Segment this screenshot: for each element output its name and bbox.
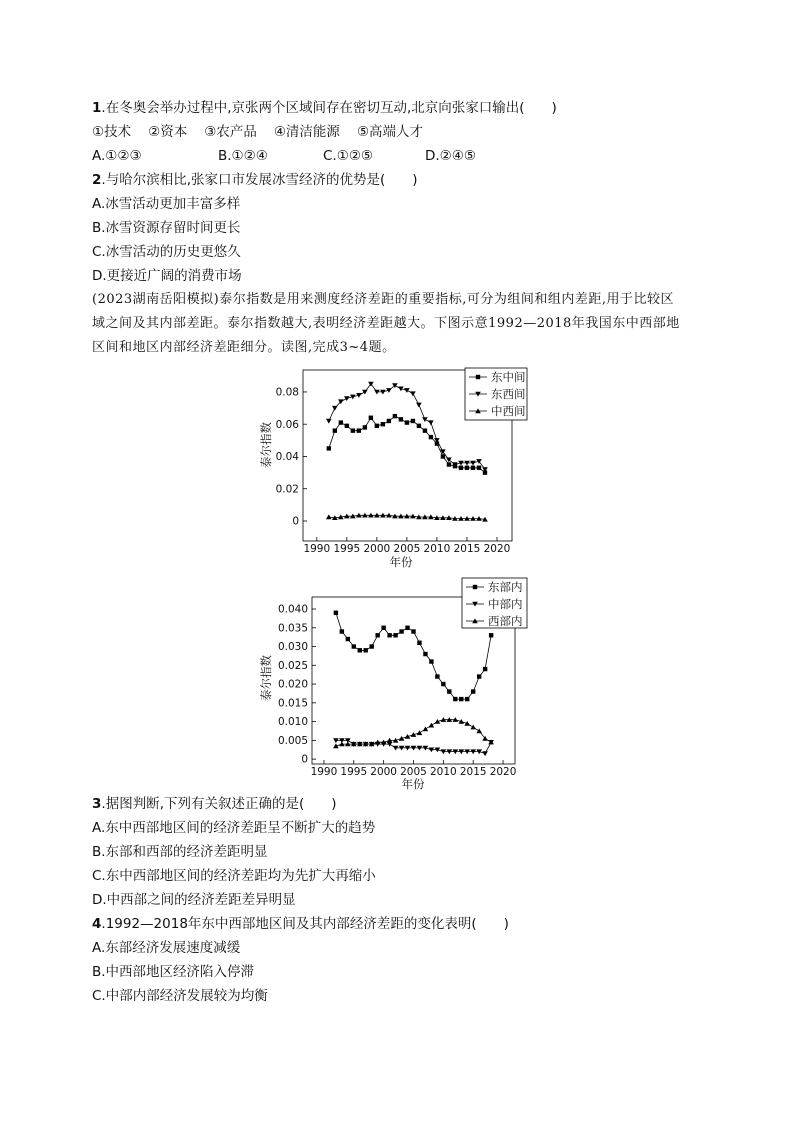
series-3-point [405,734,411,739]
option-d: D.②④⑤ [425,148,476,164]
x-tick-label: 2005 [400,766,427,778]
question-number: 3 [92,796,102,812]
series-1-point [465,697,469,701]
option-a: A.东部经济发展速度减缓 [92,940,241,956]
series-1-point [423,652,427,656]
x-tick-label: 2010 [429,766,457,778]
option-b: B.①②④ [218,148,268,164]
y-tick-label: 0.04 [275,451,299,464]
x-axis-title: 年份 [389,555,413,569]
series-1-point [387,633,391,637]
series-1-point [417,424,421,428]
option-c: C.东中西部地区间的经济差距均为先扩大再缩小 [92,868,376,884]
series-1-point [375,633,379,637]
series-2-point [410,391,416,396]
series-2-point [428,420,434,425]
y-tick-label: 0 [292,515,299,528]
series-1-point [370,644,374,648]
series-2-point [404,388,410,393]
series-3-point [476,728,482,733]
question-2 [92,168,772,192]
series-3-point [435,719,441,724]
question-text: .在冬奥会举办过程中,京张两个区域间存在密切互动,北京向张家口输出( ) [101,100,557,116]
x-tick-label: 2015 [453,543,481,555]
x-tick-label: 2000 [363,543,391,555]
series-1-point [459,697,463,701]
series-2-point [482,751,488,756]
series-3-point [423,727,429,732]
option-a: A.东中西部地区间的经济差距呈不断扩大的趋势 [92,820,376,836]
series-2-point [362,390,368,395]
series-1-point [334,611,338,615]
series-1-point [387,419,391,423]
legend [465,368,527,420]
series-1-point [477,466,481,470]
series-1-point [346,637,350,641]
series-1-point [399,417,403,421]
series-1-point [441,454,445,458]
material-line: 域之间及其内部差距。泰尔指数越大,表明经济差距越大。下图示意1992—2018年我国东中西部地 [92,316,680,331]
option-c: C.中部内部经济发展较为均衡 [92,988,268,1004]
series-2-point [422,417,428,422]
y-tick-label: 0.040 [277,603,308,616]
choice-item: ④清洁能源 [273,124,340,140]
x-axis-title: 年份 [401,777,425,791]
series-1-point [417,641,421,645]
option-a: A.①②③ [92,148,142,164]
series-1-point [364,648,368,652]
option-c: C.冰雪活动的历史更悠久 [92,244,241,260]
series-2 [333,738,494,756]
chart-between-regions [255,362,540,570]
y-tick-label: 0.015 [277,697,308,710]
series-3-point [399,736,405,741]
y-tick-label: 0 [301,753,308,766]
x-tick-label: 2005 [393,543,421,555]
option-b: B.冰雪资源存留时间更长 [92,220,241,236]
y-tick-label: 0.06 [275,418,299,431]
question-text: .据图判断,下列有关叙述正确的是( ) [101,796,337,812]
series-1-point [369,416,373,420]
legend-label: 东部内 [488,580,523,595]
series-1-point [340,629,344,633]
option-b: B.中西部地区经济陷入停滞 [92,964,255,980]
series-1-point [327,446,331,450]
series-3-point [470,725,476,730]
series-1-point [393,414,397,418]
material-line: (2023湖南岳阳模拟)泰尔指数是用来测度经济差距的重要指标,可分为组间和组内差距,用于比较区 [92,292,674,307]
series-2-point [332,406,338,411]
y-tick-label: 0.02 [275,483,299,496]
question-number: 1 [92,100,102,116]
x-tick-label: 1990 [303,543,331,555]
series-1-point [333,428,337,432]
chart-within-regions [255,570,540,792]
series-1-point [453,697,457,701]
series-1-point [375,424,379,428]
y-axis-title: 泰尔指数 [259,655,273,701]
x-tick-label: 2020 [489,766,517,778]
legend [462,578,527,628]
series-1-point [411,629,415,633]
question-3 [92,792,772,816]
legend-label: 中部内 [488,597,523,612]
series-1-point [489,633,493,637]
series-1-point [339,420,343,424]
option-d: D.更接近广阔的消费市场 [92,268,242,284]
series-1-point [393,633,397,637]
series-1-point [435,674,439,678]
x-tick-label: 1995 [340,766,368,778]
series-1-point [441,682,445,686]
series-2 [326,382,488,472]
series-1-point [429,659,433,663]
option-c: C.①②⑤ [323,148,374,164]
series-3-point [417,730,423,735]
series-3 [326,513,488,522]
legend-marker [476,375,480,379]
series-1-point [447,689,451,693]
series-2-point [416,403,422,408]
series-1-point [345,424,349,428]
series-3-point [459,719,465,724]
series-1-point [352,644,356,648]
question-1-options [92,144,772,168]
series-1-point [351,428,355,432]
series-3 [333,717,494,748]
x-tick-label: 2000 [370,766,398,778]
legend-label: 东西间 [491,387,526,402]
question-1-items [92,120,772,144]
questions-upper [92,96,772,360]
x-tick-label: 2010 [423,543,451,555]
option-b: B.东部和西部的经济差距明显 [92,844,268,860]
series-1-point [357,428,361,432]
y-tick-label: 0.025 [277,659,308,672]
series-1-point [381,626,385,630]
question-text: .与哈尔滨相比,张家口市发展冰雪经济的优势是( ) [101,172,418,188]
series-1-point [465,466,469,470]
option-a: A.冰雪活动更加丰富多样 [92,196,241,212]
option-d: D.中西部之间的经济差距差异明显 [92,892,296,908]
series-1-point [423,428,427,432]
series-3-point [326,514,332,519]
x-tick-label: 1990 [310,766,338,778]
series-1-point [399,629,403,633]
x-tick-label: 2020 [483,543,511,555]
series-1-point [405,626,409,630]
series-2-point [344,396,350,401]
y-tick-label: 0.08 [275,386,299,399]
x-tick-label: 2015 [459,766,487,778]
y-tick-label: 0.030 [277,641,308,654]
y-tick-label: 0.020 [277,678,308,691]
x-tick-label: 1995 [333,543,361,555]
legend-marker [473,585,477,589]
choice-item: ②资本 [148,124,188,140]
question-number: 2 [92,172,102,188]
reading-material [92,288,772,360]
series-3-point [429,723,435,728]
choice-item: ③农产品 [204,124,257,140]
y-tick-label: 0.005 [277,734,308,747]
series-1-point [429,435,433,439]
series-1-point [471,466,475,470]
series-1-point [471,689,475,693]
series-1-point [459,466,463,470]
question-text: .1992—2018年东中西部地区间及其内部经济差距的变化表明( ) [101,916,509,932]
questions-lower [92,792,772,1008]
legend-label: 中西间 [491,404,526,419]
series-2-point [326,419,332,424]
series-1-point [381,422,385,426]
series-1-point [447,462,451,466]
series-3-point [333,743,339,748]
series-1-point [411,419,415,423]
question-4 [92,912,772,936]
choice-item: ①技术 [92,124,132,140]
legend-label: 西部内 [488,614,523,629]
y-tick-label: 0.010 [277,716,308,729]
series-1-point [477,674,481,678]
series-1-point [483,667,487,671]
series-1 [327,414,488,475]
series-1-point [358,648,362,652]
series-2-point [368,382,374,387]
series-1-point [405,420,409,424]
series-1-point [363,425,367,429]
question-1 [92,96,772,120]
choice-item: ⑤高端人才 [356,124,424,140]
question-number: 4 [92,916,102,932]
material-line: 区间和地区内部经济差距细分。读图,完成3~4题。 [92,340,396,355]
y-tick-label: 0.035 [277,622,308,635]
y-axis-title: 泰尔指数 [259,422,273,468]
legend-label: 东中间 [491,370,526,385]
series-3-point [464,721,470,726]
